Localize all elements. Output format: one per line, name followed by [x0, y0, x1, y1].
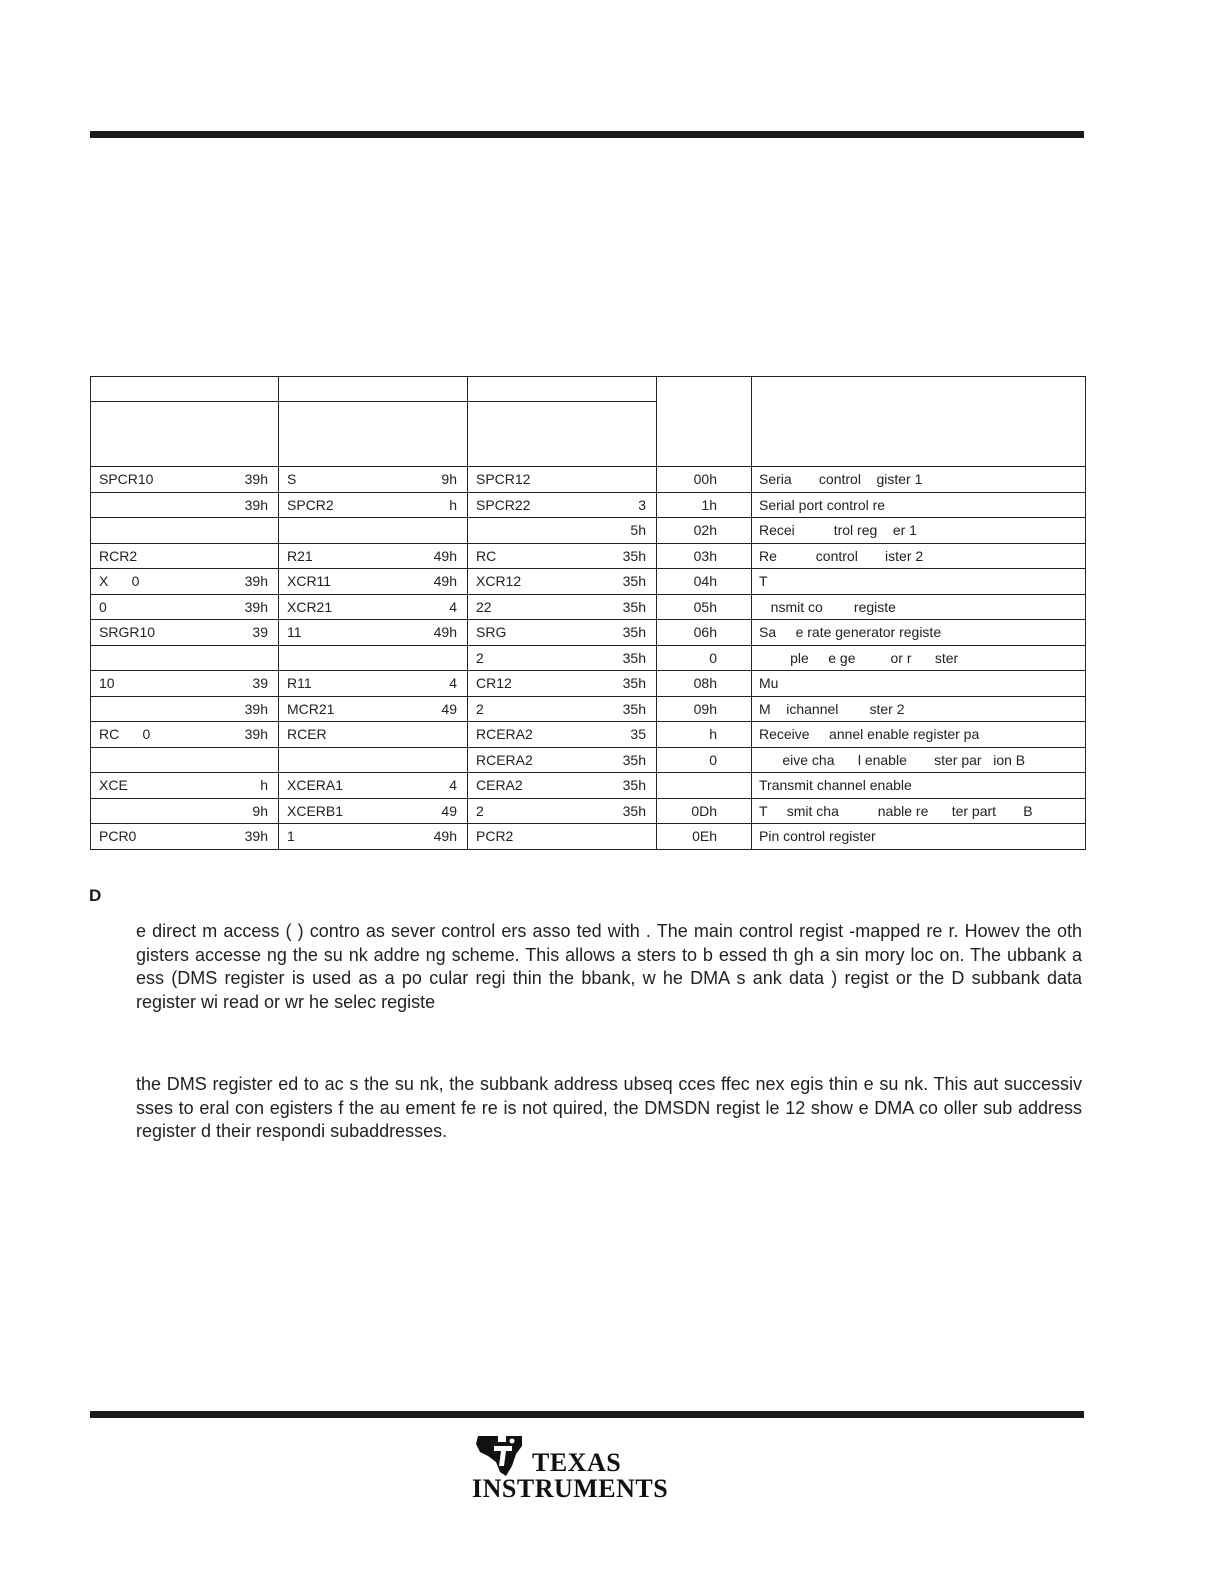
table-cell: 35 — [561, 722, 657, 748]
table-cell: XCERB1 — [279, 798, 371, 824]
table-cell: 08h — [657, 671, 752, 697]
table-cell: SRGR10 — [91, 620, 184, 646]
table-cell: Re control ister 2 — [752, 543, 1086, 569]
table-cell: 4 — [371, 773, 468, 799]
table-cell: 49 — [371, 696, 468, 722]
table-cell: 39h — [184, 696, 279, 722]
table-cell: 4 — [371, 594, 468, 620]
table-cell: 00h — [657, 467, 752, 493]
table-cell: RCERA2 — [468, 747, 561, 773]
table-row — [91, 467, 1086, 493]
table-cell: 2 — [468, 645, 561, 671]
table-cell: 49h — [371, 824, 468, 850]
table-cell: 0Eh — [657, 824, 752, 850]
table-cell: 4 — [371, 671, 468, 697]
table-cell — [561, 467, 657, 493]
table-cell — [468, 518, 561, 544]
table-cell: 03h — [657, 543, 752, 569]
table-cell: SPCR2 — [279, 492, 371, 518]
table-cell: 49h — [371, 569, 468, 595]
table-cell — [91, 798, 184, 824]
table-cell: 2 — [468, 696, 561, 722]
table-row — [91, 696, 1086, 722]
table-cell: Serial port control re — [752, 492, 1086, 518]
table-cell — [371, 747, 468, 773]
table-cell: 11 — [279, 620, 371, 646]
table-cell: Mu — [752, 671, 1086, 697]
table-cell: T smit cha nable re ter part B — [752, 798, 1086, 824]
table-cell — [91, 645, 184, 671]
table-cell: PCR0 — [91, 824, 184, 850]
table-cell: 0 — [657, 747, 752, 773]
table-row — [91, 645, 1086, 671]
logo-word-texas: TEXAS — [532, 1448, 622, 1477]
table-cell — [371, 518, 468, 544]
table-row — [91, 569, 1086, 595]
table-cell: Recei trol reg er 1 — [752, 518, 1086, 544]
table-cell: SRG — [468, 620, 561, 646]
table-row — [91, 594, 1086, 620]
table-cell: RC — [468, 543, 561, 569]
table-cell: CERA2 — [468, 773, 561, 799]
table-cell: 39h — [184, 824, 279, 850]
table-cell — [279, 747, 371, 773]
table-cell: SPCR12 — [468, 467, 561, 493]
table-cell: nsmit co registe — [752, 594, 1086, 620]
table-cell: XCR11 — [279, 569, 371, 595]
table-cell: 49h — [371, 620, 468, 646]
table-cell — [371, 722, 468, 748]
table-cell: 39h — [184, 467, 279, 493]
table-row — [91, 773, 1086, 799]
table-cell — [371, 645, 468, 671]
table-cell: 0 — [657, 645, 752, 671]
table-cell: 39h — [184, 594, 279, 620]
table-cell: T — [752, 569, 1086, 595]
table-cell: 9h — [184, 798, 279, 824]
register-table-body — [91, 377, 1086, 850]
table-cell — [184, 518, 279, 544]
table-cell: 1 — [279, 824, 371, 850]
table-cell — [91, 518, 184, 544]
table-cell: 09h — [657, 696, 752, 722]
table-cell: XCERA1 — [279, 773, 371, 799]
table-cell: 22 — [468, 594, 561, 620]
table-cell: 3 — [561, 492, 657, 518]
table-cell: RC 0 — [91, 722, 184, 748]
table-cell: 35h — [561, 773, 657, 799]
table-cell: XCR21 — [279, 594, 371, 620]
table-cell — [561, 824, 657, 850]
table-row — [91, 747, 1086, 773]
table-row — [91, 492, 1086, 518]
table-cell: h — [184, 773, 279, 799]
logo-word-instruments: INSTRUMENTS — [472, 1474, 669, 1503]
table-cell: 9h — [371, 467, 468, 493]
table-cell — [657, 773, 752, 799]
table-cell — [184, 747, 279, 773]
table-cell — [91, 492, 184, 518]
table-cell: 35h — [561, 645, 657, 671]
table-cell — [279, 518, 371, 544]
table-cell: 10 — [91, 671, 184, 697]
table-cell: Receive annel enable register pa — [752, 722, 1086, 748]
description-header — [752, 377, 1086, 467]
table-row — [91, 722, 1086, 748]
table-cell: 39 — [184, 620, 279, 646]
table-cell: 0 — [91, 594, 184, 620]
table-cell: 39 — [184, 671, 279, 697]
table-cell: 35h — [561, 543, 657, 569]
table-cell: RCERA2 — [468, 722, 561, 748]
table-cell: 39h — [184, 492, 279, 518]
table-cell: h — [657, 722, 752, 748]
table-cell: Transmit channel enable — [752, 773, 1086, 799]
table-cell: XCR12 — [468, 569, 561, 595]
table-row — [91, 518, 1086, 544]
table-cell: Sa e rate generator registe — [752, 620, 1086, 646]
table-cell: X 0 — [91, 569, 184, 595]
table-cell: M ichannel ster 2 — [752, 696, 1086, 722]
table-cell: PCR2 — [468, 824, 561, 850]
table-cell: 04h — [657, 569, 752, 595]
table-cell: R21 — [279, 543, 371, 569]
table-cell: 35h — [561, 747, 657, 773]
bottom-rule — [90, 1411, 1084, 1418]
table-cell — [184, 543, 279, 569]
table-cell: 39h — [184, 722, 279, 748]
table-cell: 35h — [561, 620, 657, 646]
table-cell: h — [371, 492, 468, 518]
table-cell: 02h — [657, 518, 752, 544]
table-cell: 06h — [657, 620, 752, 646]
table-cell: MCR21 — [279, 696, 371, 722]
table-cell: 35h — [561, 671, 657, 697]
table-cell: eive cha l enable ster par ion B — [752, 747, 1086, 773]
table-row — [91, 620, 1086, 646]
table-cell: R11 — [279, 671, 371, 697]
table-cell — [184, 645, 279, 671]
table-cell: SPCR22 — [468, 492, 561, 518]
table-cell: 35h — [561, 569, 657, 595]
body-paragraph: the DMS register ed to ac s the su nk, the subbank address ubseq cces ffec nex egis thin e su nk. This aut successiv sses to eral con egisters f the au ement fe re is not quired, the DMSDN regist le 12 show e DMA co oller sub address register d their respondi subaddresses. — [136, 1074, 1082, 1142]
table-cell: 1h — [657, 492, 752, 518]
table-cell — [279, 645, 371, 671]
table-cell: 49 — [371, 798, 468, 824]
table-header-row — [91, 377, 1086, 402]
table-cell: 2 — [468, 798, 561, 824]
table-row — [91, 543, 1086, 569]
table-cell: Seria control gister 1 — [752, 467, 1086, 493]
table-cell: ple e ge or r ster — [752, 645, 1086, 671]
table-cell — [91, 696, 184, 722]
table-cell: S — [279, 467, 371, 493]
table-cell: CR12 — [468, 671, 561, 697]
table-cell: SPCR10 — [91, 467, 184, 493]
register-table — [90, 376, 1086, 850]
table-cell: 35h — [561, 594, 657, 620]
top-rule — [90, 131, 1084, 138]
table-cell: 35h — [561, 696, 657, 722]
table-row — [91, 798, 1086, 824]
table-cell: 05h — [657, 594, 752, 620]
table-cell: Pin control register — [752, 824, 1086, 850]
table-cell: 35h — [561, 798, 657, 824]
subaddress-header — [657, 377, 752, 467]
ti-state-icon — [472, 1432, 530, 1478]
table-row — [91, 824, 1086, 850]
table-cell — [91, 747, 184, 773]
table-cell: RCER — [279, 722, 371, 748]
table-row — [91, 671, 1086, 697]
texas-instruments-logo — [472, 1430, 682, 1505]
table-cell: 5h — [561, 518, 657, 544]
table-cell: XCE — [91, 773, 184, 799]
table-cell: 39h — [184, 569, 279, 595]
section-heading: D — [89, 886, 102, 905]
table-cell: 0Dh — [657, 798, 752, 824]
table-cell: RCR2 — [91, 543, 184, 569]
body-paragraph: e direct m access ( ) contro as sever control ers asso ted with . The main control regist -mapped re r. Howev the oth gisters accesse ng the su nk addre ng scheme. This allows a sters to b essed th gh a sin mory loc on. The ubbank a ess (DMS register is used as a po cular regi thin the bbank, w he DMA s ank data ) regist or the D subbank data register wi read or wr he selec registe — [136, 921, 1082, 1012]
table-cell: 49h — [371, 543, 468, 569]
